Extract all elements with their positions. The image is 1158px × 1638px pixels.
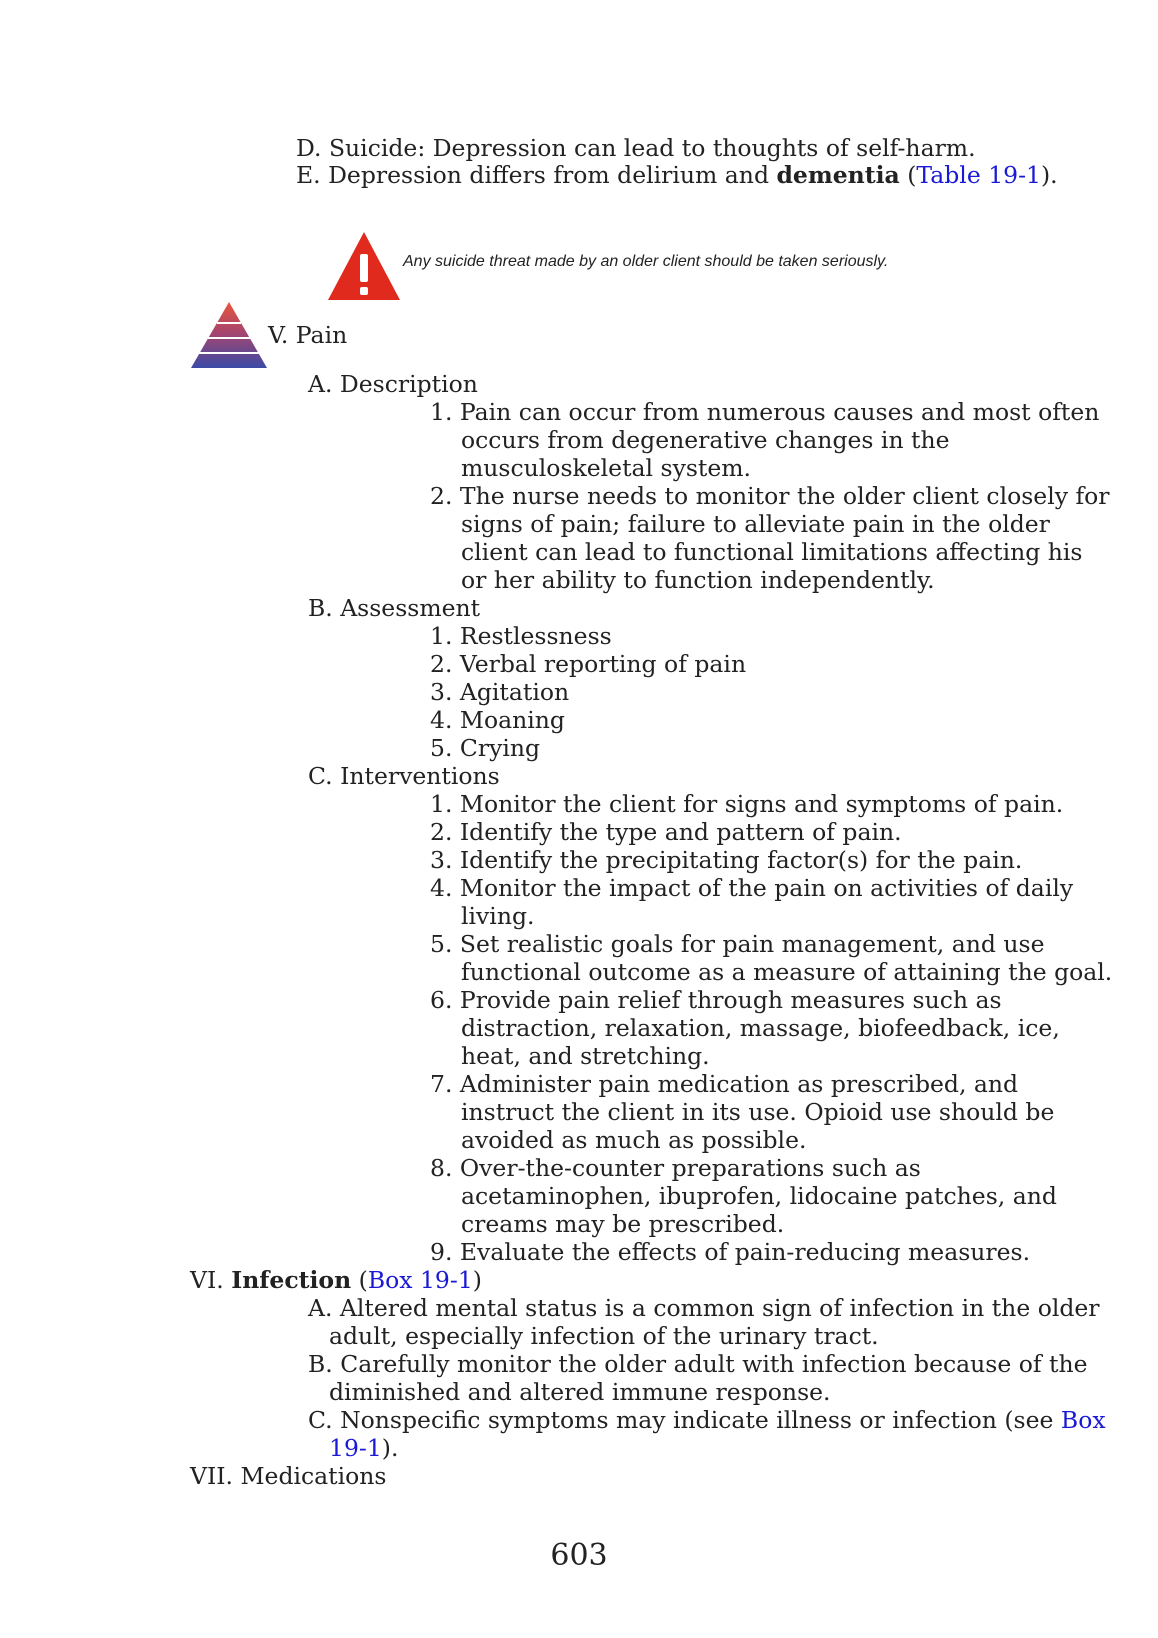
intervention-item-7-cont: avoided as much as possible. [461,1126,807,1154]
infection-item-b: B. Carefully monitor the older adult with infection because of the [308,1350,1088,1378]
assessment-item: 4. Moaning [430,706,565,734]
item-d-suicide: D. Suicide: Depression can lead to thoughts of self-harm. [296,134,976,162]
infection-item-c-cont [329,1434,398,1462]
infection-term: Infection [231,1266,352,1294]
box-19-1-link[interactable]: Box 19-1 [367,1266,473,1294]
intervention-item-1: 1. Monitor the client for signs and symptoms of pain. [430,790,1064,818]
subheading-c-interventions: C. Interventions [308,762,500,790]
infection-item-c [308,1406,1106,1434]
box-19-1-link[interactable]: Box [1060,1406,1106,1434]
warning-text: Any suicide threat made by an older client should be taken seriously. [403,253,889,270]
intervention-item-5-cont: functional outcome as a measure of attaining the goal. [461,958,1113,986]
description-item-1-cont: musculoskeletal system. [461,454,752,482]
table-19-1-link[interactable]: Table 19-1 [916,161,1041,189]
warning-triangle-icon [326,230,402,302]
intervention-item-9: 9. Evaluate the effects of pain-reducing measures. [430,1238,1031,1266]
intervention-item-4-cont: living. [461,902,535,930]
description-item-2: 2. The nurse needs to monitor the older client closely for [430,482,1110,510]
intervention-item-8-cont: creams may be prescribed. [461,1210,785,1238]
intervention-item-3: 3. Identify the precipitating factor(s) for the pain. [430,846,1023,874]
paren-close: ). [381,1434,399,1462]
paren-open: ( [351,1266,368,1294]
infection-item-a: A. Altered mental status is a common sign of infection in the older [308,1294,1100,1322]
box-19-1-link[interactable]: 19-1 [329,1434,382,1462]
section-vii-heading: VII. Medications [190,1462,387,1490]
dementia-term: dementia [776,161,900,189]
description-item-1-cont: occurs from degenerative changes in the [461,426,950,454]
intervention-item-6-cont: distraction, relaxation, massage, biofeedback, ice, [461,1014,1060,1042]
intervention-item-6: 6. Provide pain relief through measures such as [430,986,1002,1014]
subheading-b-assessment: B. Assessment [308,594,481,622]
description-item-1: 1. Pain can occur from numerous causes and most often [430,398,1100,426]
section-vi-number: VI. [190,1266,232,1294]
description-item-2-cont: or her ability to function independently. [461,566,935,594]
page-number: 603 [550,1538,608,1573]
intervention-item-4: 4. Monitor the impact of the pain on activities of daily [430,874,1074,902]
intervention-item-8: 8. Over-the-counter preparations such as [430,1154,921,1182]
infection-item-a-cont: adult, especially infection of the urinary tract. [329,1322,879,1350]
subheading-a-description: A. Description [308,370,478,398]
intervention-item-7: 7. Administer pain medication as prescribed, and [430,1070,1019,1098]
assessment-item: 5. Crying [430,734,541,762]
priority-pyramid-icon [189,300,269,370]
item-e-text: E. Depression differs from delirium and [296,161,777,189]
section-vi-heading [190,1266,482,1294]
section-v-heading: V. Pain [268,321,348,349]
intervention-item-6-cont: heat, and stretching. [461,1042,710,1070]
assessment-item: 1. Restlessness [430,622,612,650]
description-item-2-cont: signs of pain; failure to alleviate pain in the older [461,510,1050,538]
intervention-item-2: 2. Identify the type and pattern of pain. [430,818,902,846]
infection-item-b-cont: diminished and altered immune response. [329,1378,831,1406]
infection-item-c-text: C. Nonspecific symptoms may indicate illness or infection (see [308,1406,1061,1434]
assessment-item: 2. Verbal reporting of pain [430,650,747,678]
intervention-item-8-cont: acetaminophen, ibuprofen, lidocaine patches, and [461,1182,1057,1210]
description-item-2-cont: client can lead to functional limitations affecting his [461,538,1083,566]
assessment-item: 3. Agitation [430,678,570,706]
item-e-depression [296,161,1058,189]
paren-close: ) [472,1266,482,1294]
intervention-item-5: 5. Set realistic goals for pain management, and use [430,930,1045,958]
intervention-item-7-cont: instruct the client in its use. Opioid use should be [461,1098,1055,1126]
paren-close: ). [1041,161,1058,189]
paren-open: ( [899,161,917,189]
